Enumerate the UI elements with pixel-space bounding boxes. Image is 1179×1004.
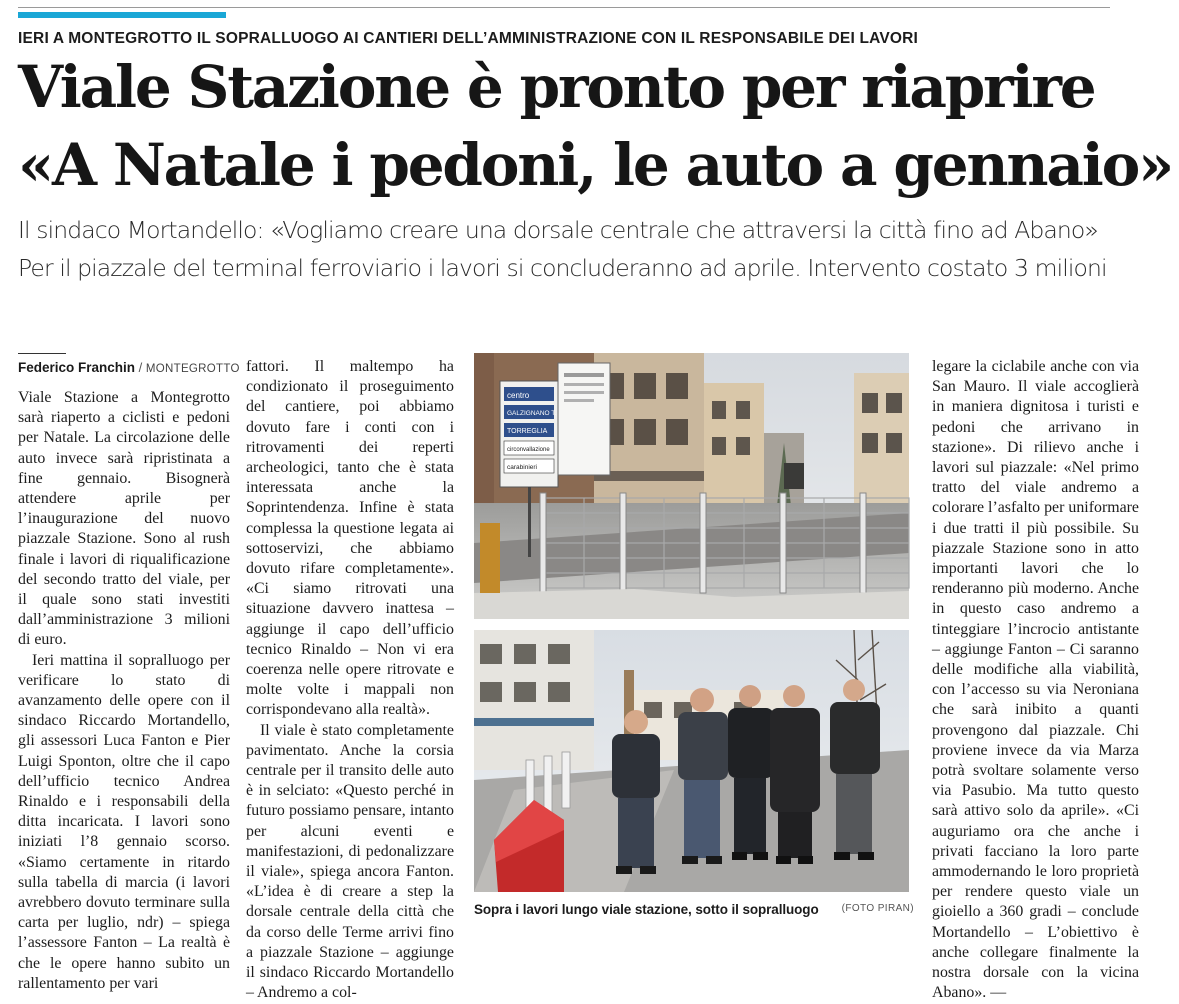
group-scene-image bbox=[474, 630, 909, 892]
person-1 bbox=[612, 710, 660, 874]
kicker: IERI A MONTEGROTTO IL SOPRALLUOGO AI CANTIERI DELL’AMMINISTRAZIONE CON IL RESPONSABILE DEI LAVORI bbox=[18, 30, 919, 47]
road-sign-text: circonvallazione bbox=[507, 447, 550, 453]
section-accent-bar bbox=[18, 12, 226, 18]
caption-text: Sopra i lavori lungo viale stazione, sotto il sopralluogo bbox=[474, 902, 819, 917]
photo-credit: (FOTO PIRAN) bbox=[841, 903, 914, 914]
photo-inspection-group bbox=[474, 630, 909, 892]
byline-place: MONTEGROTTO bbox=[145, 363, 240, 375]
construction-scene-image bbox=[474, 353, 909, 619]
paragraph: fattori. Il maltempo ha condizionato il proseguimento del cantiere, poi abbiamo dovuto fare i conti con i ritrovamenti dei reperti archeologici, tanto che è stata interessata anche la Soprintendenza. Infine è stata complessa la questione legata ai sottoservizi, che abbiamo dovuto rifare completamente». «Ci siamo ritrovati una situazione davvero inattesa – aggiunge il capo dell’ufficio tecnico Rinaldo – Non vi era coerenza nelle opere ritrovate e molte volte i mappali non corrispondevano alla realtà». bbox=[246, 358, 454, 719]
byline bbox=[18, 360, 240, 375]
byline-author: Federico Franchin bbox=[18, 360, 136, 375]
paragraph: Ieri mattina il sopralluogo per verificare lo stato di avanzamento delle opere con il sindaco Riccardo Mortandello, gli assessori Luca Fanton e Pier Luigi Sponton, oltre che il capo dell’ufficio tecnico Andrea Rinaldo e i responsabili della ditta incaricata. I lavori sono iniziati l’8 gennaio scorso. «Siamo certamente in ritardo sulla tabella di marcia (i lavori avrebbero dovuto terminare sulla carta per luglio, ndr) – spiega l’assessore Fanton – La realtà è che le opere hanno subito un rallentamento per vari bbox=[18, 651, 230, 992]
road-sign-text: TORREGLIA bbox=[507, 428, 548, 435]
byline-rule bbox=[18, 353, 66, 354]
photo-caption bbox=[474, 901, 914, 919]
article-column-1 bbox=[18, 388, 230, 994]
headline-line-2: «A Natale i pedoni, le auto a gennaio» bbox=[18, 131, 1173, 199]
road-sign-text: centro bbox=[507, 391, 530, 400]
byline-separator: / bbox=[138, 360, 143, 375]
road-sign-text: GALZIGNANO T. bbox=[507, 410, 557, 417]
subtitle-line-1: Il sindaco Mortandello: «Vogliamo creare una dorsale centrale che attraversi la città fino ad Abano» bbox=[18, 216, 1098, 244]
paragraph: Viale Stazione a Montegrotto sarà riaperto a ciclisti e pedoni per Natale. La circolazione delle auto invece sarà ripristinata a fine gennaio. Bisognerà attendere aprile per l’inaugurazione del nuovo piazzale Stazione. Sono al rush finale i lavori di riqualificazione del secondo tratto del viale, per il quale sono stati investiti dall’amministrazione 3 milioni di euro. bbox=[18, 389, 230, 649]
road-sign-text: carabinieri bbox=[507, 464, 537, 471]
headline-line-1: Viale Stazione è pronto per riaprire bbox=[18, 53, 1095, 121]
paragraph: Il viale è stato completamente pavimentato. Anche la corsia centrale per il transito delle auto è in selciato: «Questo perché in futuro possiamo pensare, intanto per alcuni eventi e manifestazioni, di pedonalizzare il viale», spiega ancora Fanton. «L’idea è di creare a step la dorsale centrale della città che da corso delle Terme arrivi fino a piazzale Stazione – aggiunge il sindaco Riccardo Mortandello – Andremo a col- bbox=[246, 721, 454, 1002]
subtitle-line-2: Per il piazzale del terminal ferroviario i lavori si concluderanno ad aprile. Intervento costato 3 milioni bbox=[18, 254, 1107, 282]
photo-construction-works bbox=[474, 353, 909, 619]
top-rule bbox=[18, 7, 1110, 8]
article-column-3 bbox=[932, 357, 1139, 1004]
article-column-2 bbox=[246, 357, 454, 1004]
paragraph: legare la ciclabile anche con via San Mauro. Il viale accoglierà in maniera dignitosa i turisti e pedoni che arrivano in stazione». Di rilievo anche i lavori sul piazzale: «Nel primo tratto del viale andremo a colorare l’asfalto per uniformare i due tratti il più possibile. Su piazzale Stazione sono in atto importanti lavori che lo renderanno più moderno. Anche in questo caso andremo a tinteggiare l’incrocio antistante – aggiunge Fanton – Ci saranno delle modifiche alla viabilità, con l’accesso su via Neroniana che sarà inibito a quanti provengono dal piazzale. Chi proviene invece da via Marza potrà svoltare solamente verso via Pasubio. Ma tutto questo sarà attivo solo da aprile». «Ci auguriamo ora che anche i privati facciano la loro parte ammodernando le loro proprietà per rendere questo viale un gioiello a 360 gradi – conclude Mortandello – L’obiettivo è anche collegare finalmente la nostra dorsale con la vicina Abano». — bbox=[932, 358, 1139, 1002]
